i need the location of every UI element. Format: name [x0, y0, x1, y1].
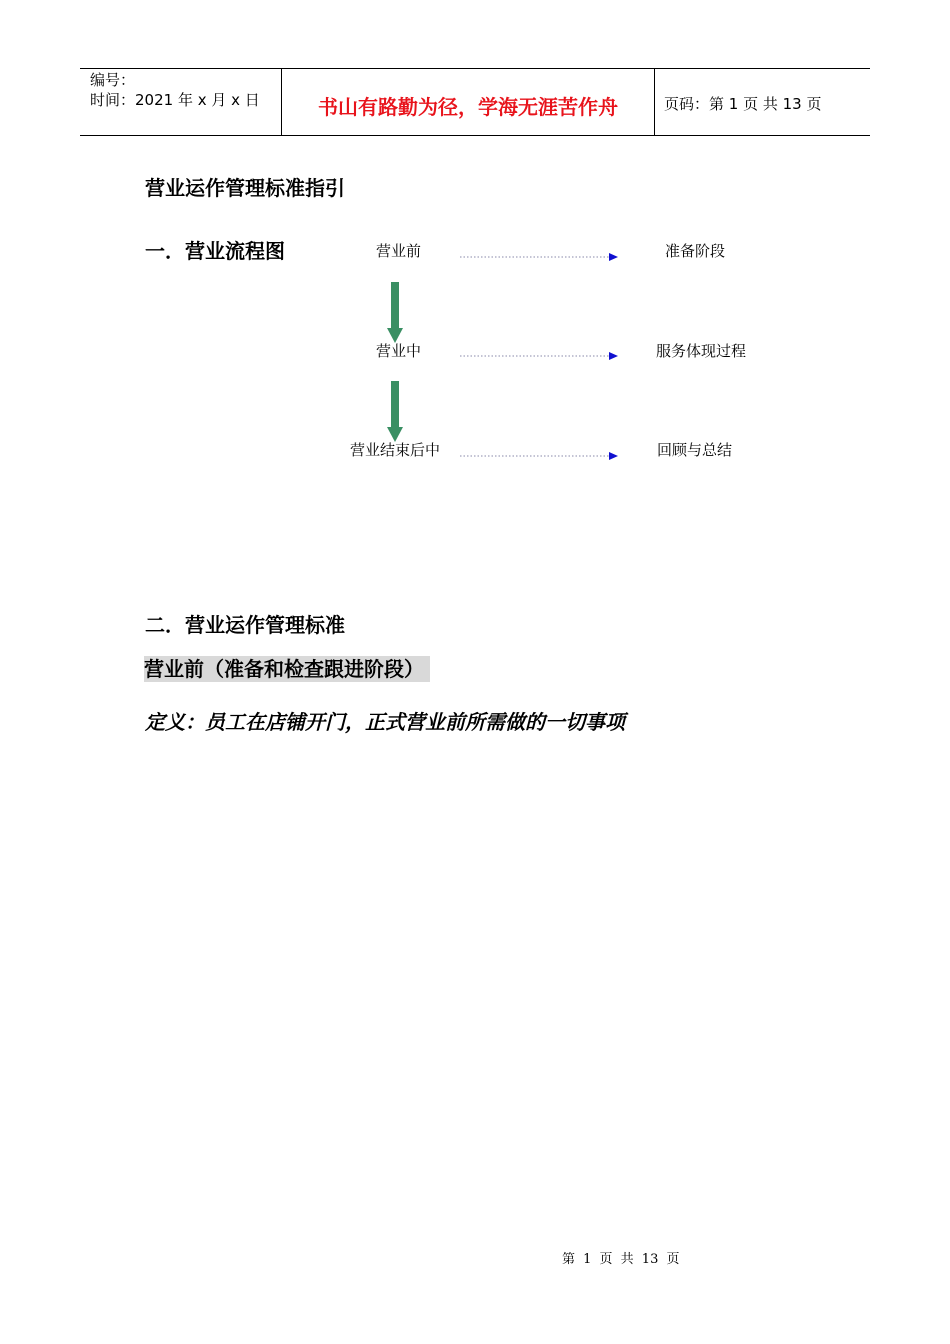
doc-number-label: 编号： — [90, 71, 136, 89]
flow-stage-3: 营业结束后中 — [350, 441, 441, 459]
document-title: 营业运作管理标准指引 — [145, 176, 345, 200]
section-1-title: 一．营业流程图 — [145, 239, 285, 263]
flow-result-1: 准备阶段 — [665, 242, 726, 260]
page-footer: 第 1 页 共 13 页 — [562, 1252, 680, 1267]
flowchart-connectors — [0, 0, 950, 520]
flow-arrow-down-2 — [387, 381, 403, 442]
date-label: 时间：2021 年 x 月 x 日 — [90, 91, 260, 109]
highlighted-subheading: 营业前（准备和检查跟进阶段） — [144, 656, 430, 682]
header-motto: 书山有路勤为径，学海无涯苦作舟 — [318, 95, 618, 119]
section-2-title: 二．营业运作管理标准 — [145, 613, 345, 637]
flow-result-2: 服务体现过程 — [656, 342, 747, 360]
flow-stage-1: 营业前 — [376, 242, 422, 260]
flow-result-3: 回顾与总结 — [657, 441, 733, 459]
flow-arrow-down-1 — [387, 282, 403, 343]
definition-text: 定义：员工在店铺开门，正式营业前所需做的一切事项 — [145, 710, 625, 734]
flow-stage-2: 营业中 — [376, 342, 422, 360]
header-page-label: 页码：第 1 页 共 13 页 — [664, 95, 822, 113]
